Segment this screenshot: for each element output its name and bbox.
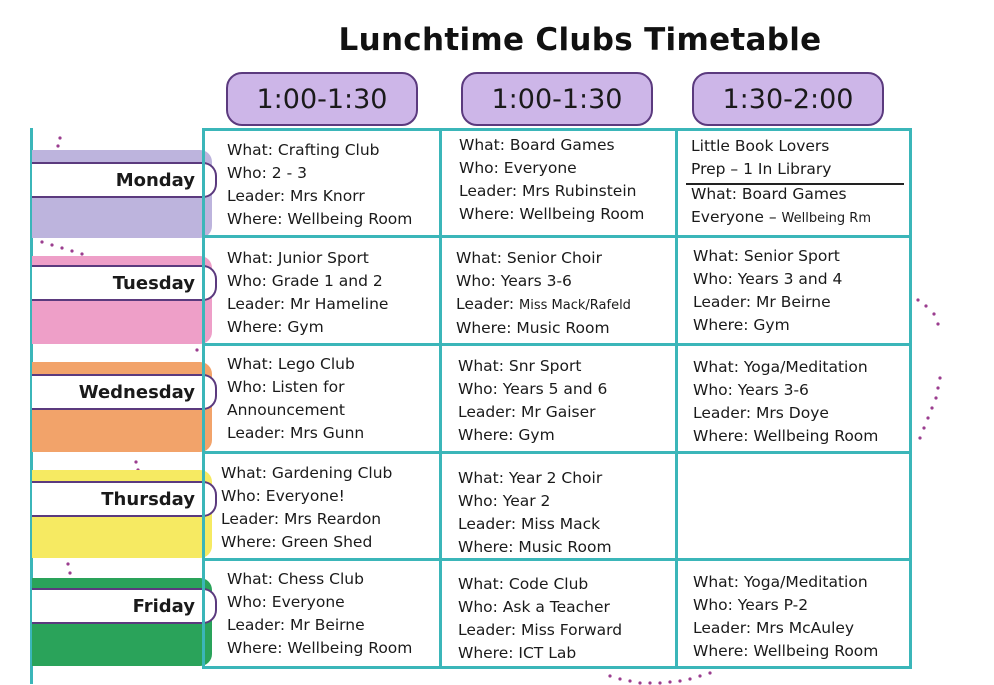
cell-monday-slot3: Little Book Lovers Prep – 1 In Library What: Board Games Everyone – Wellbeing Rm	[691, 135, 904, 230]
cell-tuesday-slot1: What: Junior Sport Who: Grade 1 and 2 Leader: Mr Hameline Where: Gym	[227, 249, 389, 336]
cell-friday-slot1: What: Chess Club Who: Everyone Leader: Mr Beirne Where: Wellbeing Room	[227, 570, 413, 657]
time-slot-header-2: 1:00-1:30	[461, 72, 653, 126]
day-label-wednesday: Wednesday	[32, 374, 217, 410]
cell-friday-slot3: What: Yoga/Meditation Who: Years P-2 Leader: Mrs McAuley Where: Wellbeing Room	[693, 573, 879, 660]
day-label-tuesday: Tuesday	[32, 265, 217, 301]
cell-monday-slot2: What: Board Games Who: Everyone Leader: Mrs Rubinstein Where: Wellbeing Room	[459, 136, 645, 223]
cell-friday-slot2: What: Code Club Who: Ask a Teacher Leader: Miss Forward Where: ICT Lab	[458, 575, 623, 662]
time-slot-header-1: 1:00-1:30	[226, 72, 418, 126]
cell-wednesday-slot2: What: Snr Sport Who: Years 5 and 6 Leader: Mr Gaiser Where: Gym	[458, 357, 608, 444]
time-slot-header-3: 1:30-2:00	[692, 72, 884, 126]
timetable-grid	[202, 128, 912, 669]
cell-thursday-slot2: What: Year 2 Choir Who: Year 2 Leader: Miss Mack Where: Music Room	[458, 469, 612, 556]
cell-wednesday-slot1: What: Lego Club Who: Listen for Announcement Leader: Mrs Gunn	[227, 355, 365, 442]
cell-thursday-slot1: What: Gardening Club Who: Everyone! Leader: Mrs Reardon Where: Green Shed	[221, 464, 393, 551]
cell-tuesday-slot3: What: Senior Sport Who: Years 3 and 4 Leader: Mr Beirne Where: Gym	[693, 247, 843, 334]
cell-monday-slot1: What: Crafting Club Who: 2 - 3 Leader: Mrs Knorr Where: Wellbeing Room	[227, 141, 413, 228]
page-title: Lunchtime Clubs Timetable	[338, 22, 822, 58]
cell-tuesday-slot2: What: Senior Choir Who: Years 3-6 Leader: Miss Mack/Rafeld Where: Music Room	[456, 249, 631, 337]
cell-wednesday-slot3: What: Yoga/Meditation Who: Years 3-6 Leader: Mrs Doye Where: Wellbeing Room	[693, 358, 879, 445]
day-label-friday: Friday	[32, 588, 217, 624]
day-label-thursday: Thursday	[32, 481, 217, 517]
day-label-monday: Monday	[32, 162, 217, 198]
